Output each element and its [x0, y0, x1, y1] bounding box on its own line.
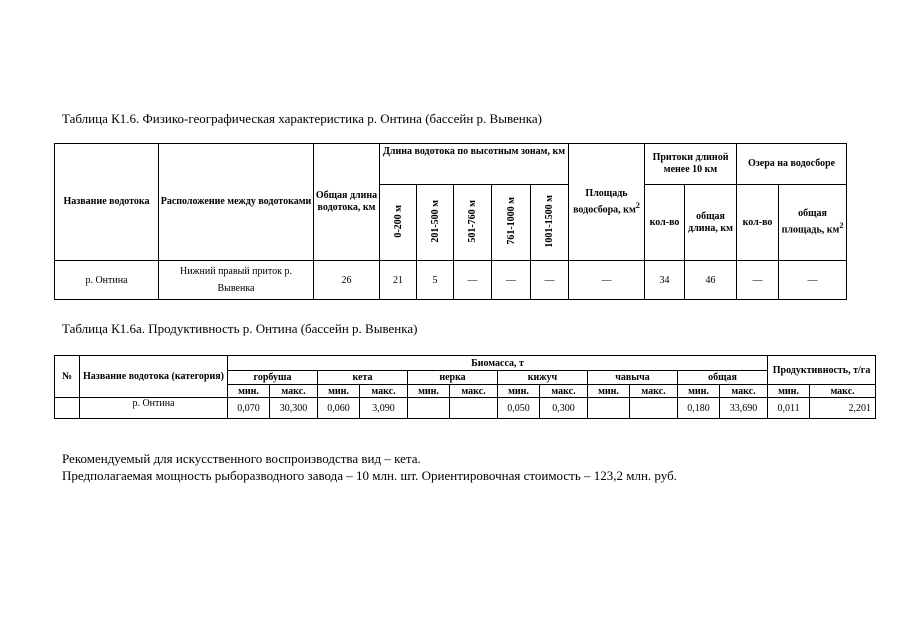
- header-name: Название водотока: [55, 144, 159, 261]
- cell-name: р. Онтина: [55, 261, 159, 300]
- cell-value: 0,070: [228, 398, 270, 419]
- cell-area: —: [569, 261, 645, 300]
- cell-trib-count: 34: [645, 261, 685, 300]
- header-zone-5: 1001-1500 м: [531, 185, 569, 261]
- header-max: макс.: [540, 385, 588, 398]
- header-min: мин.: [318, 385, 360, 398]
- header-trib-count: кол-во: [645, 185, 685, 261]
- header-min: мин.: [768, 385, 810, 398]
- header-species-pink: горбуша: [228, 371, 318, 385]
- header-min: мин.: [678, 385, 720, 398]
- cell-zone-4: —: [492, 261, 531, 300]
- header-species-chum: кета: [318, 371, 408, 385]
- cell-value: 30,300: [270, 398, 318, 419]
- header-min: мин.: [408, 385, 450, 398]
- table2-caption: Таблица К1.6а. Продуктивность р. Онтина (бассейн р. Вывенка): [62, 321, 418, 336]
- header-lake-area: общая площадь, $км^2$: [779, 185, 847, 261]
- cell-num: [55, 398, 80, 419]
- cell-value: [630, 398, 678, 419]
- cell-name: р. Онтина: [80, 398, 228, 419]
- table-row: [55, 261, 847, 300]
- cell-lake-area: —: [779, 261, 847, 300]
- cell-value: 0,300: [540, 398, 588, 419]
- capacity-text: Предполагаемая мощность рыборазводного завода – 10 млн. шт. Ориентировочная стоимость – 123,2 млн. руб.: [62, 468, 677, 483]
- header-species-total: общая: [678, 371, 768, 385]
- table1-caption: Таблица К1.6. Физико-географическая характеристика р. Онтина (бассейн р. Вывенка): [62, 111, 542, 126]
- header-tributaries: Притоки длиной менее 10 км: [645, 144, 737, 185]
- header-max: макс.: [630, 385, 678, 398]
- header-species-coho: кижуч: [498, 371, 588, 385]
- header-length-zones: Длина водотока по высотным зонам, км: [380, 144, 569, 185]
- header-max: макс.: [360, 385, 408, 398]
- cell-zone-1: 21: [380, 261, 417, 300]
- header-lake-count: кол-во: [737, 185, 779, 261]
- productivity-table: [54, 355, 876, 419]
- cell-zone-5: —: [531, 261, 569, 300]
- header-area: Площадь водосбора, $км^2$: [569, 144, 645, 261]
- table-row: [55, 398, 876, 419]
- cell-lake-count: —: [737, 261, 779, 300]
- header-zone-2: 201-500 м: [417, 185, 454, 261]
- header-min: мин.: [228, 385, 270, 398]
- cell-value: [408, 398, 450, 419]
- cell-value: [450, 398, 498, 419]
- header-species-chinook: чавыча: [588, 371, 678, 385]
- header-location: Расположение между водотоками: [159, 144, 314, 261]
- header-species-sockeye: нерка: [408, 371, 498, 385]
- cell-zone-2: 5: [417, 261, 454, 300]
- cell-value: 3,090: [360, 398, 408, 419]
- header-zone-1: 0-200 м: [380, 185, 417, 261]
- cell-zone-3: —: [454, 261, 492, 300]
- cell-value: 0,011: [768, 398, 810, 419]
- header-trib-length: общая длина, км: [685, 185, 737, 261]
- header-zone-3: 501-760 м: [454, 185, 492, 261]
- physical-geographic-table: [54, 143, 847, 300]
- header-max: макс.: [720, 385, 768, 398]
- header-max: макс.: [450, 385, 498, 398]
- cell-location: Нижний правый приток р. Вывенка: [159, 261, 314, 300]
- cell-value: [588, 398, 630, 419]
- header-lakes: Озера на водосборе: [737, 144, 847, 185]
- header-name: Название водотока (категория): [80, 356, 228, 398]
- header-zone-4: 761-1000 м: [492, 185, 531, 261]
- cell-value: 33,690: [720, 398, 768, 419]
- header-biomass: Биомасса, т: [228, 356, 768, 371]
- header-min: мин.: [588, 385, 630, 398]
- header-num: №: [55, 356, 80, 398]
- cell-value: 2,201: [810, 398, 876, 419]
- cell-total-length: 26: [314, 261, 380, 300]
- cell-value: 0,050: [498, 398, 540, 419]
- header-productivity: Продуктивность, т/га: [768, 356, 876, 385]
- header-min: мин.: [498, 385, 540, 398]
- header-total-length: Общая длина водотока, км: [314, 144, 380, 261]
- recommendation-text: Рекомендуемый для искусственного воспроизводства вид – кета.: [62, 451, 421, 466]
- cell-value: 0,060: [318, 398, 360, 419]
- header-max: макс.: [810, 385, 876, 398]
- header-max: макс.: [270, 385, 318, 398]
- cell-value: 0,180: [678, 398, 720, 419]
- cell-trib-length: 46: [685, 261, 737, 300]
